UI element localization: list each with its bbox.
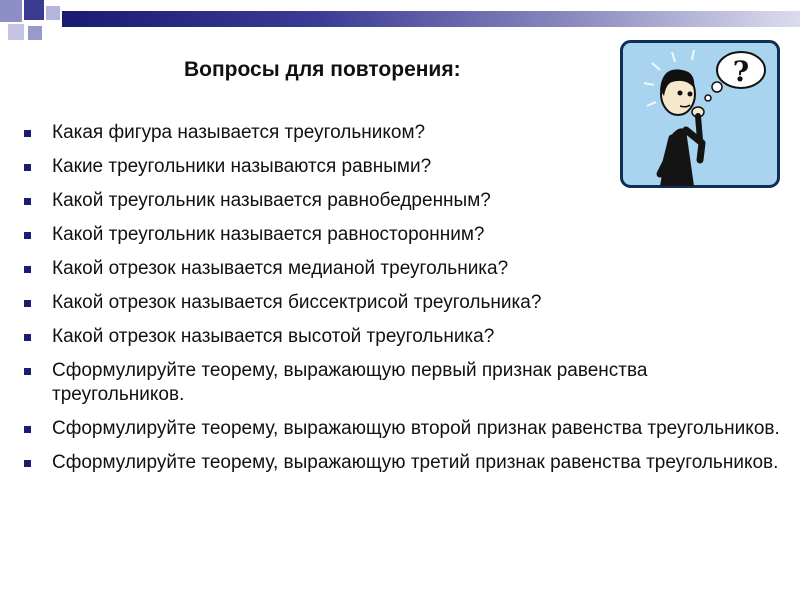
question-text: Какой треугольник называется равносторонним? (52, 224, 485, 245)
square-bullet-icon (24, 232, 31, 239)
square-bullet-icon (24, 426, 31, 433)
list-item (20, 325, 780, 349)
list-item (20, 121, 780, 145)
question-text: Сформулируйте теорему, выражающую второй признак равенства треугольников. (52, 418, 780, 439)
square-bullet-icon (24, 198, 31, 205)
list-item (20, 223, 780, 247)
question-text: Сформулируйте теорему, выражающую третий признак равенства треугольников. (52, 452, 779, 473)
square-bullet-icon (24, 164, 31, 171)
square-bullet-icon (24, 130, 31, 137)
question-text: Какие треугольники называются равными? (52, 156, 432, 177)
question-text: Какой отрезок называется медианой треугольника? (52, 258, 509, 279)
square-bullet-icon (24, 266, 31, 273)
decorative-square (24, 0, 44, 20)
square-bullet-icon (24, 460, 31, 467)
question-text: Какой отрезок называется высотой треугольника? (52, 326, 495, 347)
question-text: Какой треугольник называется равнобедренным? (52, 190, 491, 211)
list-item (20, 451, 780, 475)
square-bullet-icon (24, 334, 31, 341)
header-bar (62, 11, 800, 27)
square-bullet-icon (24, 300, 31, 307)
question-text: Какой отрезок называется биссектрисой треугольника? (52, 292, 542, 313)
slide-title: Вопросы для повторения: (184, 58, 461, 81)
decorative-square (28, 26, 42, 40)
square-bullet-icon (24, 368, 31, 375)
decorative-square (46, 6, 60, 20)
question-text: Сформулируйте теорему, выражающую первый признак равенства треугольников. (52, 360, 648, 405)
list-item (20, 257, 780, 281)
decorative-square (8, 24, 24, 40)
list-item (20, 291, 780, 315)
list-item (20, 417, 780, 441)
list-item (20, 189, 780, 213)
question-mark-text: ? (732, 55, 750, 88)
list-item (20, 359, 780, 407)
list-item (20, 155, 780, 179)
question-text: Какая фигура называется треугольником? (52, 122, 426, 143)
decorative-square (0, 0, 22, 22)
questions-list (20, 121, 780, 485)
